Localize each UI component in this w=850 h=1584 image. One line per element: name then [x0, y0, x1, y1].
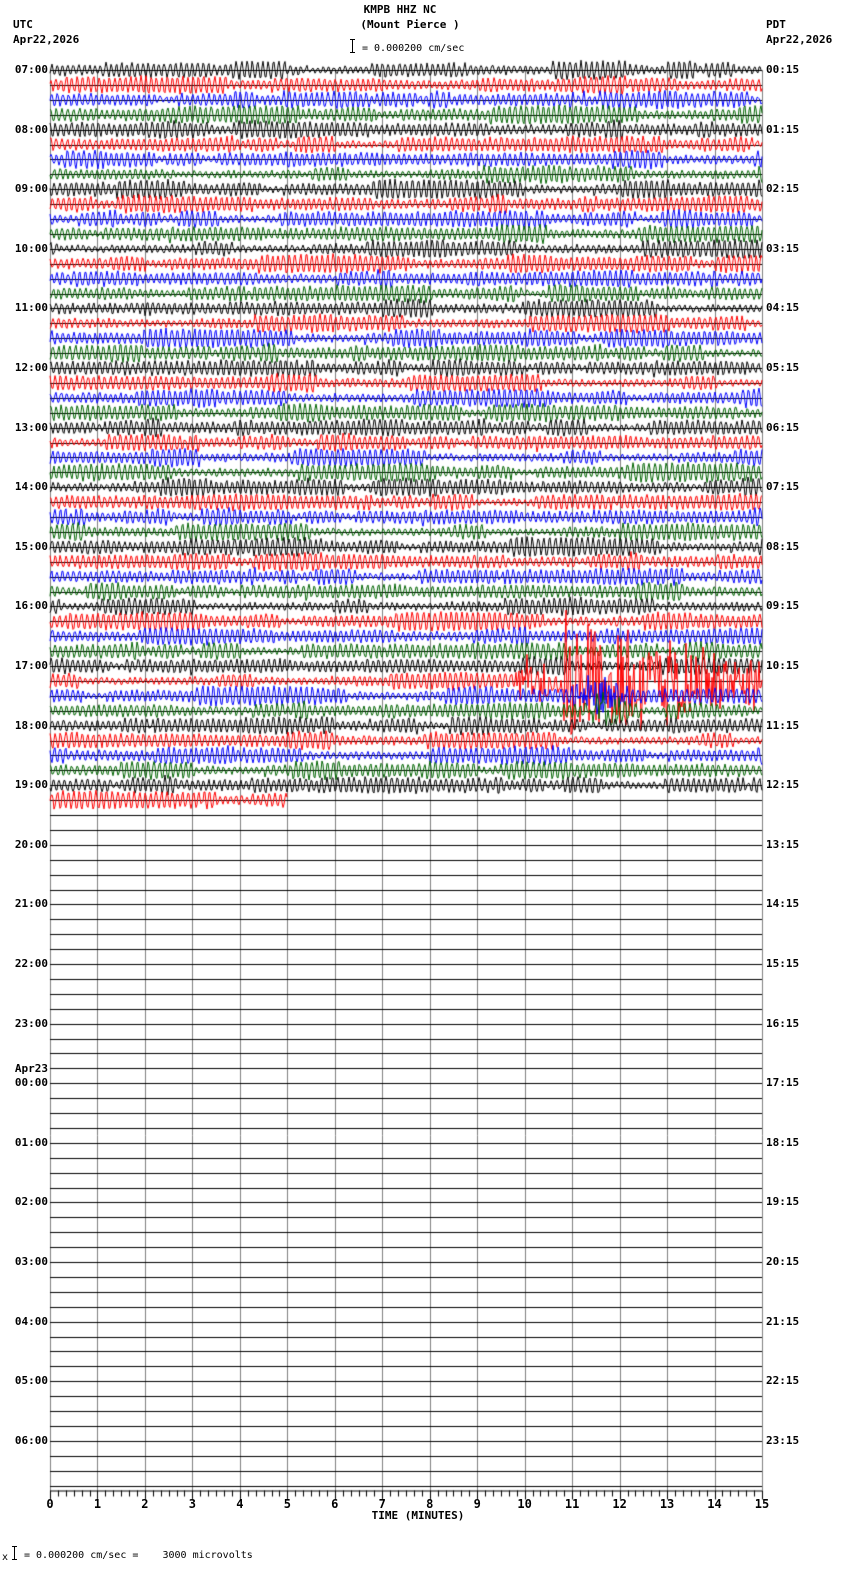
utc-hour-label: 05:00: [14, 1374, 48, 1388]
pdt-hour-label: 00:15: [766, 63, 800, 76]
x-tick-label: 5: [283, 1497, 291, 1511]
utc-hour-label: 10:00: [14, 241, 48, 255]
x-tick-label: 14: [707, 1497, 722, 1511]
utc-hour-label: 18:00: [14, 718, 48, 732]
pdt-hour-label: 13:15: [766, 837, 800, 851]
utc-hour-label: 09:00: [14, 182, 48, 196]
pdt-hour-label: 10:15: [766, 659, 800, 672]
utc-hour-label: 13:00: [14, 420, 48, 434]
pdt-hour-label: 06:15: [766, 420, 800, 434]
x-tick-label: 1: [93, 1497, 102, 1511]
right-timezone: PDT: [766, 18, 786, 31]
pdt-hour-label: 17:15: [766, 1076, 800, 1090]
utc-hour-label: 20:00: [14, 837, 48, 851]
x-tick-label: 11: [564, 1497, 580, 1511]
pdt-hour-label: 22:15: [766, 1374, 800, 1388]
x-tick-label: 8: [426, 1497, 434, 1511]
utc-hour-label: 21:00: [14, 897, 48, 911]
x-tick-label: 2: [141, 1497, 149, 1511]
footer-scale-bar-icon: [14, 1546, 15, 1560]
pdt-hour-label: 07:15: [766, 480, 800, 494]
utc-hour-label: 07:00: [14, 63, 48, 76]
utc-hour-label: 14:00: [14, 480, 48, 494]
pdt-hour-label: 16:15: [766, 1016, 800, 1030]
pdt-hour-label: 19:15: [766, 1195, 800, 1209]
utc-hour-label: 06:00: [14, 1433, 48, 1447]
x-tick-label: 13: [659, 1497, 675, 1511]
utc-hour-label: 12:00: [14, 361, 48, 374]
utc-hour-label: 23:00: [14, 1016, 48, 1030]
station-location: (Mount Pierce ): [360, 18, 460, 31]
left-date: Apr22,2026: [13, 33, 80, 46]
utc-hour-label: 03:00: [14, 1255, 48, 1268]
x-tick-label: 4: [236, 1497, 244, 1511]
scale-bar-icon: [352, 39, 353, 53]
pdt-hour-label: 09:15: [766, 599, 800, 613]
utc-hour-label: 22:00: [14, 957, 48, 970]
pdt-hour-label: 05:15: [766, 361, 800, 374]
x-tick-label: 3: [188, 1497, 197, 1511]
x-axis-label: TIME (MINUTES): [371, 1509, 465, 1522]
date-change-label: Apr23: [14, 1062, 48, 1076]
utc-hour-label: 15:00: [14, 539, 48, 553]
x-tick-label: 6: [331, 1497, 339, 1511]
x-tick-label: 9: [473, 1497, 481, 1511]
utc-hour-label: 16:00: [14, 599, 48, 613]
pdt-hour-label: 18:15: [766, 1135, 800, 1149]
pdt-hour-label: 03:15: [766, 241, 800, 255]
pdt-hour-label: 11:15: [766, 718, 800, 732]
pdt-hour-label: 15:15: [766, 957, 800, 970]
utc-hour-label: 01:00: [14, 1135, 48, 1149]
x-tick-label: 10: [517, 1497, 532, 1511]
x-tick-label: 0: [46, 1497, 54, 1511]
pdt-hour-label: 23:15: [766, 1433, 800, 1447]
pdt-hour-label: 20:15: [766, 1255, 800, 1268]
station-title: KMPB HHZ NC: [363, 3, 437, 16]
footer-scale-text: = 0.000200 cm/sec = 3000 microvolts: [24, 1550, 253, 1561]
utc-hour-label: 17:00: [14, 659, 48, 672]
left-timezone: UTC: [13, 18, 33, 31]
utc-hour-label: 19:00: [14, 778, 48, 792]
x-tick-label: 12: [612, 1497, 627, 1511]
x-tick-label: 15: [754, 1497, 770, 1511]
utc-hour-label: 08:00: [14, 122, 48, 136]
utc-hour-label: 00:00: [14, 1076, 48, 1090]
utc-hour-label: 04:00: [14, 1314, 48, 1328]
footer-prefix: x: [2, 1552, 9, 1563]
pdt-hour-label: 21:15: [766, 1314, 800, 1328]
scale-text: = 0.000200 cm/sec: [362, 43, 465, 54]
pdt-hour-label: 01:15: [766, 122, 800, 136]
pdt-hour-label: 08:15: [766, 539, 800, 553]
x-tick-label: 7: [378, 1497, 386, 1511]
pdt-hour-label: 02:15: [766, 182, 800, 196]
pdt-hour-label: 12:15: [766, 778, 800, 792]
pdt-hour-label: 14:15: [766, 897, 800, 911]
utc-hour-label: 11:00: [14, 301, 48, 315]
utc-hour-label: 02:00: [14, 1195, 48, 1209]
right-date: Apr22,2026: [766, 33, 833, 46]
pdt-hour-label: 04:15: [766, 301, 800, 315]
